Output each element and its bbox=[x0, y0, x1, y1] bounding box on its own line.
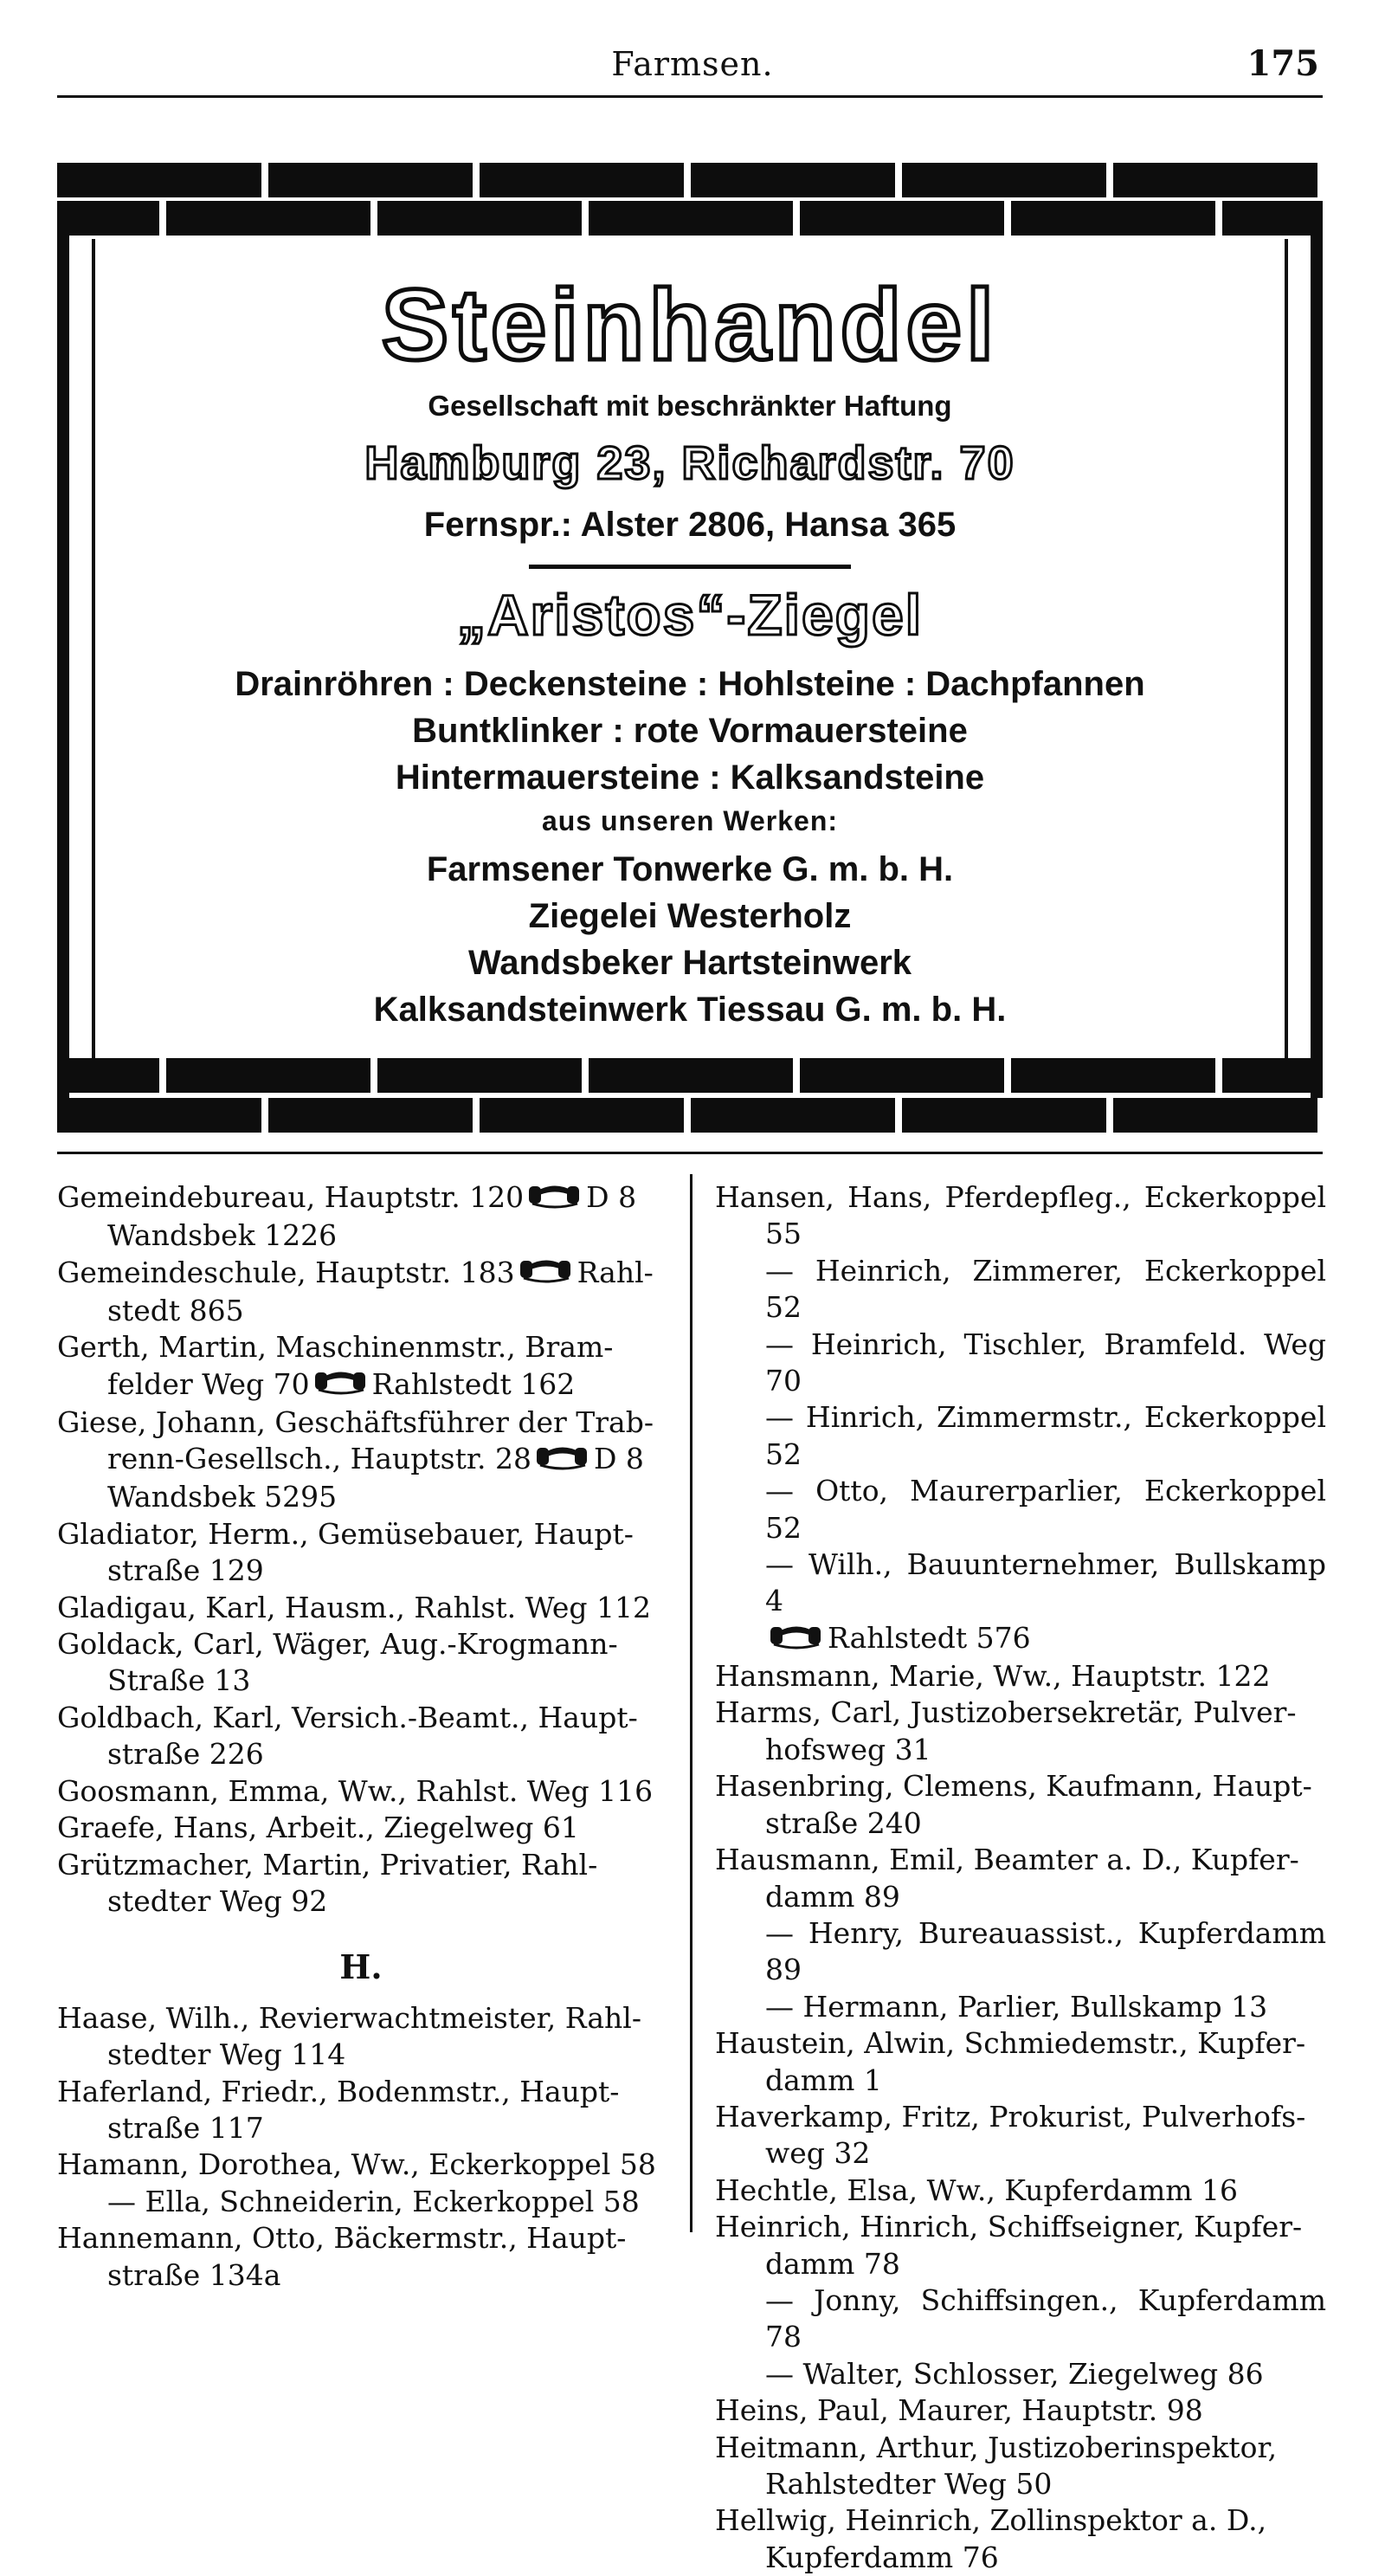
advert-products-3: Hintermauersteine : Kalksandsteine bbox=[395, 759, 985, 797]
advert-products-1: Drainröhren : Deckensteine : Hohlsteine : Dachpfannen bbox=[235, 665, 1145, 703]
advert-products-2: Buntklinker : rote Vormauersteine bbox=[412, 712, 968, 750]
entry-text: Goldack, Carl, Wäger, Aug.-Krogmann- bbox=[57, 1627, 618, 1662]
telephone-icon bbox=[535, 1443, 590, 1479]
entry-text: Gemeindebureau, Hauptstr. 120 bbox=[57, 1180, 525, 1214]
brick bbox=[268, 163, 473, 197]
entry-text: Giese, Johann, Geschäftsführer der Trab- bbox=[57, 1404, 654, 1439]
entry-text: Rahlstedt 162 bbox=[371, 1366, 576, 1401]
entry-text: Grützmacher, Martin, Privatier, Rahl- bbox=[57, 1847, 598, 1882]
directory-subentry: — Otto, Maurerparlier, Eckerkoppel 52 bbox=[765, 1474, 1326, 1545]
directory-entry bbox=[57, 1255, 665, 1293]
entry-text: Gladigau, Karl, Hausm., Rahlst. Weg 112 bbox=[57, 1590, 651, 1624]
entry-text: Hansmann, Marie, Ww., Hauptstr. 122 bbox=[715, 1659, 1271, 1694]
directory-entry bbox=[715, 1658, 1326, 1695]
entry-text: Goldbach, Karl, Versich.-Beamt., Haupt- bbox=[57, 1700, 638, 1734]
entry-text: felder Weg 70 bbox=[107, 1366, 310, 1401]
directory-subentry: — Jonny, Schiffsingen., Kupferdamm 78 bbox=[765, 2282, 1326, 2354]
advert-separator bbox=[529, 565, 851, 569]
directory-entry bbox=[715, 1842, 1326, 1878]
entry-continuation: Wandsbek 1226 bbox=[107, 1218, 338, 1253]
directory-entry bbox=[715, 1695, 1326, 1731]
directory-entry bbox=[715, 2502, 1326, 2539]
brick-border-bottom-outer bbox=[57, 1098, 1323, 1133]
entry-continuation: Rahlstedter Weg 50 bbox=[765, 2467, 1053, 2502]
advert-brand: „Aristos“-Ziegel bbox=[456, 583, 924, 647]
entry-continuation bbox=[57, 1366, 665, 1404]
directory-entry bbox=[57, 2147, 665, 2183]
entry-text: Graefe, Hans, Arbeit., Ziegelweg 61 bbox=[57, 1811, 579, 1845]
brick bbox=[57, 163, 261, 197]
directory-entry bbox=[57, 2074, 665, 2110]
entry-text: renn-Gesellsch., Hauptstr. 28 bbox=[107, 1442, 531, 1476]
header-rule bbox=[57, 95, 1323, 98]
entry-continuation: Straße 13 bbox=[107, 1663, 251, 1698]
entry-text: Heins, Paul, Maurer, Hauptstr. 98 bbox=[715, 2393, 1203, 2428]
directory-subentry: — Henry, Bureauassist., Kupferdamm 89 bbox=[765, 1915, 1326, 1987]
entry-continuation: Kupferdamm 76 bbox=[765, 2540, 999, 2574]
advert-phone: Fernspr.: Alster 2806, Hansa 365 bbox=[423, 506, 957, 544]
directory-entry bbox=[57, 2220, 665, 2256]
entry-text: Hansen, Hans, Pferdepfleg., Eckerkoppel 55 bbox=[715, 1180, 1326, 1251]
entry-text: Hechtle, Elsa, Ww., Kupferdamm 16 bbox=[715, 2172, 1239, 2207]
entry-continuation: damm 78 bbox=[765, 2246, 900, 2281]
entry-text: Hausmann, Emil, Beamter a. D., Kupfer- bbox=[715, 1843, 1299, 1877]
entry-text: Hamann, Dorothea, Ww., Eckerkoppel 58 bbox=[57, 2147, 656, 2182]
entry-text: Hannemann, Otto, Bäckermstr., Haupt- bbox=[57, 2221, 627, 2256]
telephone-icon bbox=[313, 1367, 369, 1404]
directory-entry bbox=[57, 1404, 665, 1441]
entry-continuation: straße 134a bbox=[107, 2257, 281, 2292]
telephone-icon bbox=[769, 1622, 824, 1658]
directory-entry bbox=[57, 1329, 665, 1365]
entry-continuation bbox=[57, 1441, 665, 1479]
advert-work-4: Kalksandsteinwerk Tiessau G. m. b. H. bbox=[373, 991, 1007, 1029]
entry-text: Gemeindeschule, Hauptstr. 183 bbox=[57, 1255, 515, 1289]
advert-work-3: Wandsbeker Hartsteinwerk bbox=[467, 944, 912, 982]
entry-continuation: stedt 865 bbox=[107, 1293, 244, 1327]
directory-entry bbox=[715, 2209, 1326, 2245]
brick bbox=[480, 1098, 684, 1133]
directory-subentry: — Wilh., Bauunternehmer, Bullskamp 4 bbox=[765, 1547, 1326, 1618]
brick bbox=[589, 1058, 793, 1093]
brick bbox=[691, 163, 895, 197]
brick bbox=[166, 1058, 370, 1093]
telephone-icon bbox=[527, 1181, 583, 1217]
advertisement bbox=[57, 163, 1323, 1141]
entry-text: Heitmann, Arthur, Justizoberinspektor, bbox=[715, 2430, 1278, 2464]
directory-subentry: — Walter, Schlosser, Ziegelweg 86 bbox=[765, 2356, 1264, 2391]
advert-work-1: Farmsener Tonwerke G. m. b. H. bbox=[426, 850, 954, 888]
directory-subentry: — Hinrich, Zimmermstr., Eckerkoppel 52 bbox=[765, 1400, 1326, 1471]
advert-works-heading: aus unseren Werken: bbox=[541, 805, 839, 836]
entry-text: D 8 bbox=[586, 1180, 637, 1214]
advert-company: Steinhandel bbox=[381, 268, 999, 381]
directory-entry bbox=[715, 1768, 1326, 1804]
brick bbox=[902, 163, 1106, 197]
directory-entry bbox=[57, 2000, 665, 2037]
entry-text: Heinrich, Hinrich, Schiffseigner, Kupfer- bbox=[715, 2210, 1303, 2244]
brick-border-bottom-inner bbox=[57, 1058, 1323, 1093]
entry-text: Gladiator, Herm., Gemüsebauer, Haupt- bbox=[57, 1516, 634, 1551]
entry-continuation: stedter Weg 114 bbox=[107, 2037, 346, 2072]
directory-column-right bbox=[715, 1179, 1326, 2576]
directory-subentry: — Heinrich, Tischler, Bramfeld. Weg 70 bbox=[765, 1327, 1326, 1398]
brick-border-top-outer bbox=[57, 163, 1323, 197]
directory-subentry: — Hermann, Parlier, Bullskamp 13 bbox=[765, 1989, 1268, 2024]
entry-continuation: Wandsbek 5295 bbox=[107, 1480, 338, 1514]
directory-entry bbox=[57, 1626, 665, 1662]
brick bbox=[268, 1098, 473, 1133]
entry-text: Haase, Wilh., Revierwachtmeister, Rahl- bbox=[57, 2000, 642, 2035]
entry-text: Haferland, Friedr., Bodenmstr., Haupt- bbox=[57, 2074, 620, 2108]
brick bbox=[1113, 1098, 1317, 1133]
directory-column-left bbox=[57, 1179, 665, 2294]
section-letter: H. bbox=[339, 1947, 383, 1987]
directory-entry bbox=[57, 1590, 665, 1626]
advert-legal-form: Gesellschaft mit beschränkter Haftung bbox=[428, 390, 952, 422]
entry-continuation bbox=[715, 1620, 1326, 1658]
entry-text: D 8 bbox=[593, 1442, 644, 1476]
brick bbox=[1222, 1058, 1323, 1093]
entry-text: Harms, Carl, Justizobersekretär, Pulver- bbox=[715, 1695, 1297, 1730]
directory-subentry: — Ella, Schneiderin, Eckerkoppel 58 bbox=[107, 2184, 640, 2218]
entry-continuation: stedter Weg 92 bbox=[107, 1883, 328, 1918]
directory-entry bbox=[715, 1179, 1326, 1253]
directory-entry bbox=[715, 2099, 1326, 2135]
entry-continuation: weg 32 bbox=[765, 2136, 871, 2171]
running-title: Farmsen. bbox=[611, 45, 774, 83]
brick bbox=[480, 163, 684, 197]
directory-entry bbox=[715, 2172, 1326, 2209]
directory-entry bbox=[57, 1847, 665, 1883]
directory-entry bbox=[57, 1810, 665, 1846]
directory-entry bbox=[715, 2392, 1326, 2429]
entry-text: Rahl- bbox=[577, 1255, 654, 1289]
entry-continuation: straße 226 bbox=[107, 1737, 264, 1772]
entry-text: Goosmann, Emma, Ww., Rahlst. Weg 116 bbox=[57, 1773, 654, 1808]
entry-continuation: damm 89 bbox=[765, 1879, 900, 1914]
brick bbox=[57, 1098, 261, 1133]
entry-text: Gerth, Martin, Maschinenmstr., Bram- bbox=[57, 1330, 614, 1365]
directory-entry bbox=[57, 1516, 665, 1553]
advert-address: Hamburg 23, Richardstr. 70 bbox=[364, 437, 1015, 489]
entry-text: Haverkamp, Fritz, Prokurist, Pulverhofs- bbox=[715, 2099, 1306, 2134]
directory-entry bbox=[57, 1700, 665, 1736]
advert-work-2: Ziegelei Westerholz bbox=[528, 897, 852, 935]
brick bbox=[57, 1058, 159, 1093]
entry-continuation: straße 240 bbox=[765, 1805, 922, 1840]
directory-entry bbox=[715, 2430, 1326, 2466]
entry-text: Hasenbring, Clemens, Kaufmann, Haupt- bbox=[715, 1769, 1312, 1804]
column-divider bbox=[690, 1174, 692, 2232]
entry-continuation: damm 1 bbox=[765, 2063, 882, 2097]
entry-text: Haustein, Alwin, Schmiedemstr., Kupfer- bbox=[715, 2026, 1306, 2061]
brick bbox=[691, 1098, 895, 1133]
advert-bottom-rule bbox=[57, 1152, 1323, 1154]
brick bbox=[377, 1058, 582, 1093]
entry-continuation: straße 129 bbox=[107, 1553, 264, 1588]
telephone-icon bbox=[519, 1256, 574, 1292]
page-number: 175 bbox=[1246, 43, 1319, 84]
brick bbox=[1113, 163, 1317, 197]
brick bbox=[800, 1058, 1004, 1093]
brick bbox=[1011, 1058, 1215, 1093]
entry-text: Hellwig, Heinrich, Zollinspektor a. D., bbox=[715, 2503, 1267, 2538]
directory-subentry: — Heinrich, Zimmerer, Eckerkoppel 52 bbox=[765, 1253, 1326, 1325]
directory-entry bbox=[715, 2025, 1326, 2062]
brick bbox=[902, 1098, 1106, 1133]
entry-continuation: hofsweg 31 bbox=[765, 1732, 931, 1766]
directory-entry bbox=[57, 1179, 665, 1217]
entry-text: Rahlstedt 576 bbox=[828, 1620, 1031, 1655]
entry-continuation: straße 117 bbox=[107, 2110, 264, 2145]
directory-entry bbox=[57, 1773, 665, 1810]
